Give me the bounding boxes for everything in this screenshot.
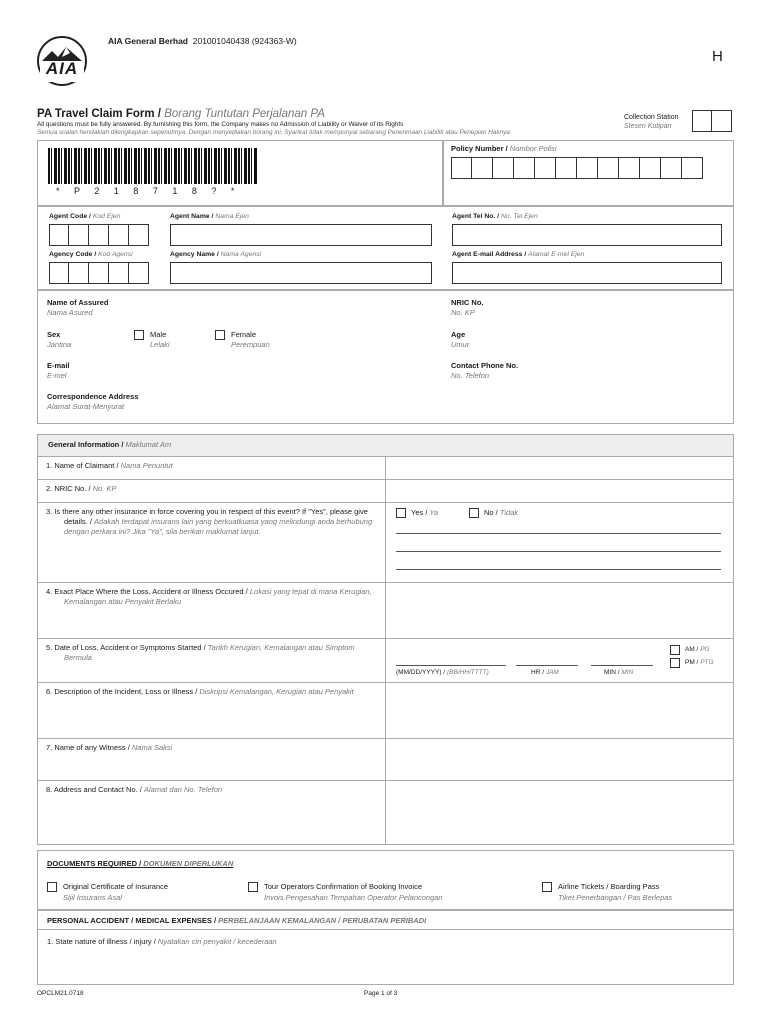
doc-booking-invoice-label: Tour Operators Confirmation of Booking Invoice xyxy=(264,882,422,891)
q1-answer[interactable] xyxy=(386,457,734,480)
name-of-assured-label-ms: Nama Asured xyxy=(47,308,93,317)
yes-label: Yes / Ya xyxy=(411,508,439,517)
pa-q1-label[interactable]: 1. State nature of illness / injury / Nyatakan ciri penyakit / kecederaan xyxy=(47,937,277,946)
aia-logo xyxy=(36,35,88,87)
policy-number-label: Policy Number / Nombor Polisi xyxy=(451,144,557,153)
barcode-text: * P 2 1 8 7 1 8 ? * xyxy=(56,186,241,196)
doc-certificate-label: Original Certificate of Insurance xyxy=(63,882,169,891)
q3-answer[interactable] xyxy=(386,503,734,583)
no-checkbox[interactable] xyxy=(469,508,479,518)
agent-tel-field[interactable] xyxy=(452,224,722,246)
agency-name-label: Agency Name / Nama Agensi xyxy=(170,251,262,258)
q6-answer[interactable] xyxy=(386,683,734,739)
page-number: Page 1 of 3 xyxy=(364,990,398,997)
q4-answer[interactable] xyxy=(386,583,734,639)
address-label[interactable]: Correspondence Address xyxy=(47,392,139,401)
agent-name-label: Agent Name / Nama Ejen xyxy=(170,213,249,220)
q8-answer[interactable] xyxy=(386,781,734,845)
male-label-ms: Lelaki xyxy=(150,340,170,349)
no-label: No / Tidak xyxy=(484,508,519,517)
q3-detail-line-1[interactable] xyxy=(396,533,721,534)
general-info-heading: General Information / Maklumat Am xyxy=(38,435,734,457)
q3-label: 3. Is there any other insurance in force covering you in respect of this event? If "Yes", please give details. / Adakah terdapat insurans lain yang berkuatkuasa yang melindungi anda berhubung dengan perkara ini? Jika "Ya", sila berikan maklumat lanjut. xyxy=(38,503,386,583)
q2-answer[interactable] xyxy=(386,480,734,503)
q5-answer[interactable] xyxy=(386,639,734,683)
q8-label: 8. Address and Contact No. / Alamat dan No. Telefon xyxy=(38,781,386,845)
sex-label: Sex xyxy=(47,330,61,339)
doc-certificate-label-ms: Sijil Insurans Asal xyxy=(63,893,122,902)
doc-airline-ticket-checkbox[interactable] xyxy=(542,882,552,892)
email-label-ms: E-mel xyxy=(47,371,67,380)
form-code: OPCLM21.0718 xyxy=(37,990,84,997)
q7-answer[interactable] xyxy=(386,739,734,781)
am-checkbox[interactable] xyxy=(670,645,680,655)
sex-label-ms: Jantina xyxy=(47,340,72,349)
q1-label: 1. Name of Claimant / Nama Penuntut xyxy=(38,457,386,480)
name-of-assured-label[interactable]: Name of Assured xyxy=(47,298,109,307)
hour-line[interactable] xyxy=(516,665,578,666)
phone-label-ms: No. Telefon xyxy=(451,371,490,380)
company-header: AIA General Berhad 201001040438 (924363-W) xyxy=(108,36,297,46)
policy-number-boxes[interactable] xyxy=(451,157,703,179)
minute-line[interactable] xyxy=(591,665,653,666)
yes-checkbox[interactable] xyxy=(396,508,406,518)
collection-station-label: Collection Station xyxy=(624,114,679,121)
pm-label: PM / PTG xyxy=(685,659,714,666)
q6-label: 6. Description of the Incident, Loss or Illness / Diskripsi Kemalangan, Kerugian atau Penyakit xyxy=(38,683,386,739)
hour-label: HR / JAM xyxy=(531,669,559,676)
collection-station-label-ms: Stesen Kutipan xyxy=(624,123,672,130)
agent-code-label: Agent Code / Kod Ejen xyxy=(49,213,121,220)
nric-label-ms: No. KP xyxy=(451,308,475,317)
phone-label[interactable]: Contact Phone No. xyxy=(451,361,519,370)
agent-tel-label: Agent Tel No. / No. Tel Ejen xyxy=(452,213,538,220)
date-line[interactable] xyxy=(396,665,506,666)
general-info-table xyxy=(37,434,734,845)
assured-section xyxy=(37,290,734,424)
agency-code-label: Agency Code / Kod Agensi xyxy=(49,251,133,258)
doc-booking-invoice-checkbox[interactable] xyxy=(248,882,258,892)
documents-heading: DOCUMENTS REQUIRED / DOKUMEN DIPERLUKAN xyxy=(47,859,234,868)
agency-code-boxes[interactable] xyxy=(49,262,149,284)
agent-email-field[interactable] xyxy=(452,262,722,284)
q3-detail-line-3[interactable] xyxy=(396,569,721,570)
form-letter: H xyxy=(712,48,723,65)
doc-airline-ticket-label-ms: Tiket Penerbangan / Pas Berlepas xyxy=(558,893,673,902)
q5-label: 5. Date of Loss, Accident or Symptoms Started / Tarikh Kerugian, Kemalangan atau Simptom Bermula xyxy=(38,639,386,683)
q2-label: 2. NRIC No. / No. KP xyxy=(38,480,386,503)
male-checkbox[interactable] xyxy=(134,330,144,340)
male-label: Male xyxy=(150,330,167,339)
agent-name-field[interactable] xyxy=(170,224,432,246)
pm-checkbox[interactable] xyxy=(670,658,680,668)
collection-station-boxes[interactable] xyxy=(692,110,732,132)
q7-label: 7. Name of any Witness / Nama Saksi xyxy=(38,739,386,781)
doc-booking-invoice-label-ms: Invois Pengesahan Tempahan Operator Pelancongan xyxy=(264,893,443,902)
agency-name-field[interactable] xyxy=(170,262,432,284)
female-label: Female xyxy=(231,330,257,339)
agent-email-label: Agent E-mail Address / Alamat E-mel Ejen xyxy=(452,251,585,258)
notice-ms: Semua soalan hendaklah dilengkapkan sepenuhnya. Dengan menyediakan borang ini, Syarikat tidak mempunyai sebarang Penerimaan Liabiliti atau Penepian Haknya xyxy=(37,129,510,136)
date-format-label: (MM/DD/YYYY) / (BB/HH/TTTT) xyxy=(396,669,489,676)
q3-detail-line-2[interactable] xyxy=(396,551,721,552)
doc-certificate-checkbox[interactable] xyxy=(47,882,57,892)
notice-en: All questions must be fully answered. By furnishing this form, the Company makes no Admission of Liability or Waiver of its Rights xyxy=(37,121,404,128)
logo-text: AIA xyxy=(45,59,79,78)
nric-label[interactable]: NRIC No. xyxy=(451,298,484,307)
barcode xyxy=(48,148,258,184)
age-label[interactable]: Age xyxy=(451,330,466,339)
female-label-ms: Perempuan xyxy=(231,340,270,349)
q4-label: 4. Exact Place Where the Loss, Accident or Illness Occured / Lokasi yang tepat di mana Kerugian, Kemalangan atau Penyakit Berlaku xyxy=(38,583,386,639)
female-checkbox[interactable] xyxy=(215,330,225,340)
am-label: AM / PG xyxy=(685,646,710,653)
minute-label: MIN / MIN xyxy=(604,669,634,676)
email-label[interactable]: E-mail xyxy=(47,361,70,370)
form-title: PA Travel Claim Form / Borang Tuntutan Perjalanan PA xyxy=(37,108,325,120)
doc-airline-ticket-label: Airline Tickets / Boarding Pass xyxy=(558,882,660,891)
address-label-ms: Alamat Surat-Menyurat xyxy=(47,402,125,411)
pa-heading: PERSONAL ACCIDENT / MEDICAL EXPENSES / PERBELANJAAN KEMALANGAN / PERUBATAN PERIBADI xyxy=(47,916,427,925)
agent-code-boxes[interactable] xyxy=(49,224,149,246)
age-label-ms: Umur xyxy=(451,340,470,349)
